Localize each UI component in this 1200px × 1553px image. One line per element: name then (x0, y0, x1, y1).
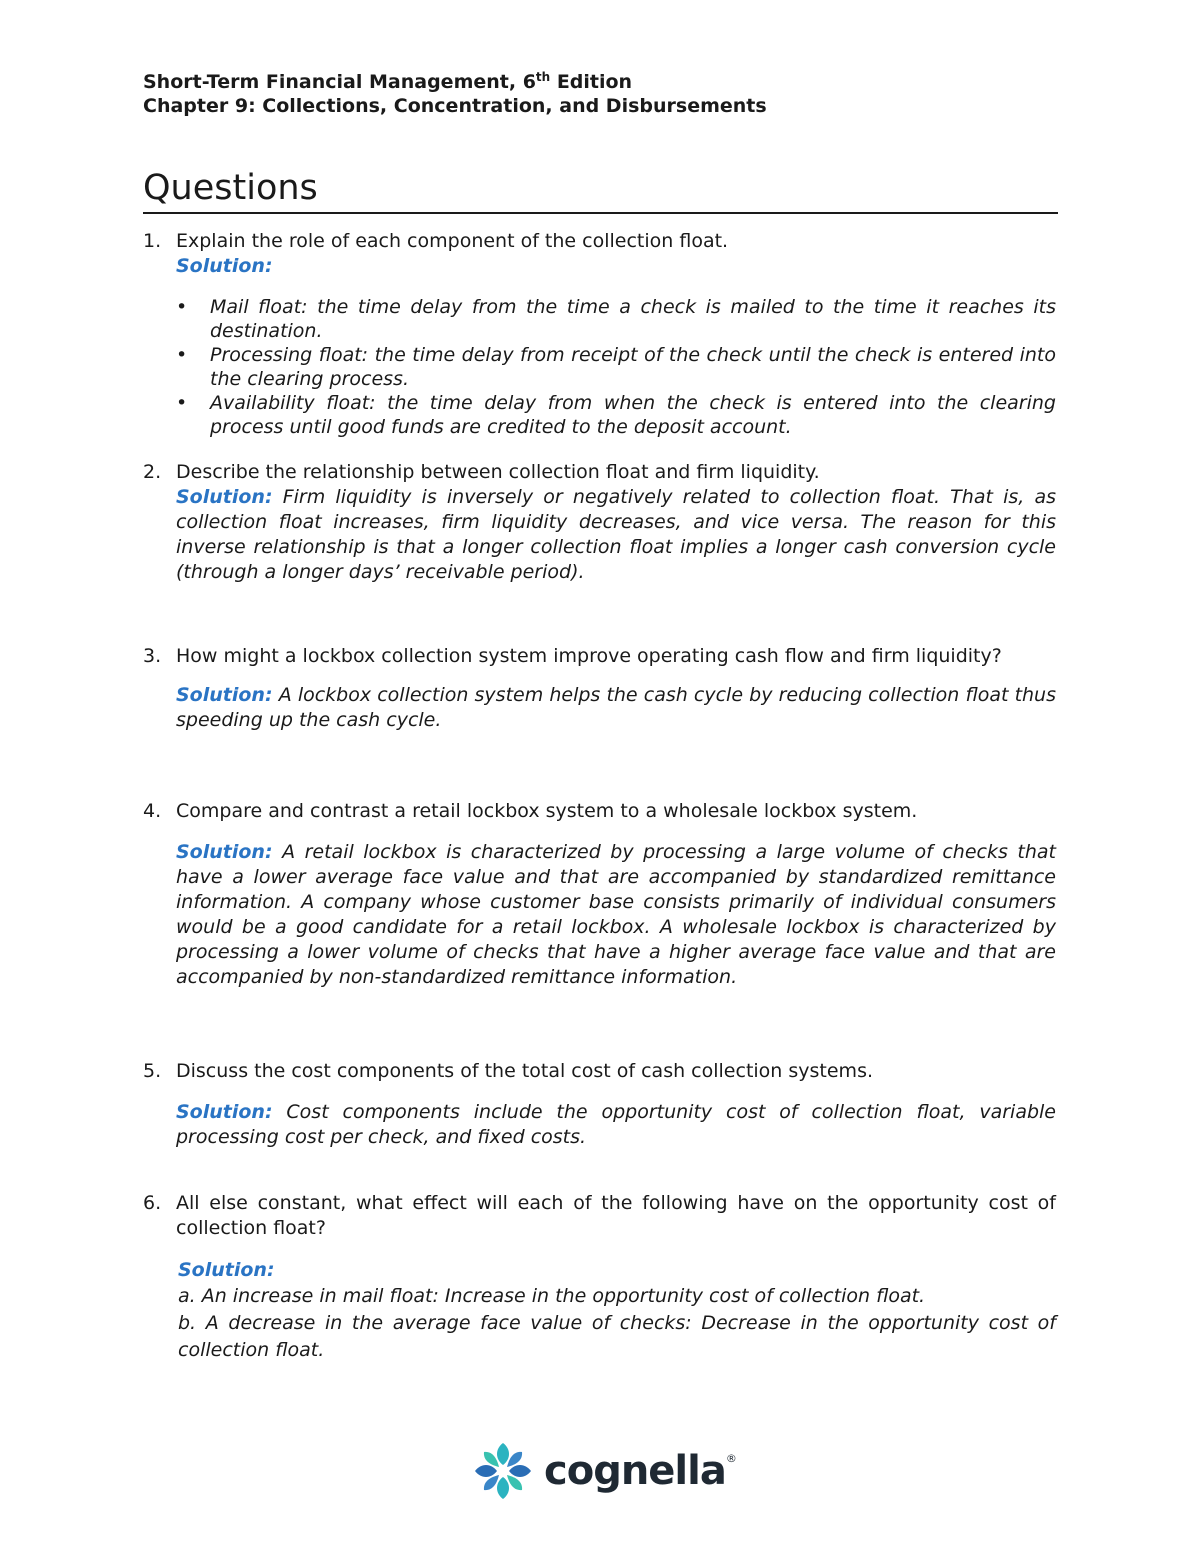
question-4 (143, 799, 1056, 990)
question-number: 2. (143, 461, 162, 483)
bullet-icon: • (176, 344, 188, 366)
solution-text: A retail lockbox is characterized by processing a large volume of checks that have a lower average face value and that are accompanied by standardized remittance information. A company whose customer base consists primarily of individual consumers would be a good candidate for a retail lockbox. A wholesale lockbox is characterized by processing a lower volume of checks that have a higher average face value and that are accompanied by non-standardized remittance information. (176, 841, 1056, 988)
solution (176, 1100, 1056, 1150)
question-text: Describe the relationship between collection float and firm liquidity. (176, 461, 820, 483)
solution-text: A lockbox collection system helps the cash cycle by reducing collection float thus speeding up the cash cycle. (176, 684, 1056, 731)
solution-line: a. An increase in mail float: Increase in the opportunity cost of collection float. (178, 1285, 926, 1307)
bullet-item: • Availability float: the time delay from when the check is entered into the clearing process until good funds are credited to the deposit account. (176, 392, 1056, 438)
question-6 (143, 1191, 1056, 1364)
solution-line: b. A decrease in the average face value of checks: Decrease in the opportunity cost of collection float. (178, 1312, 1056, 1361)
solution-label: Solution: (176, 841, 273, 863)
question-number: 5. (143, 1060, 162, 1082)
bullet-icon: • (176, 296, 188, 318)
header-chapter-title: Chapter 9: Collections, Concentration, and Disbursements (143, 95, 767, 117)
question-number: 3. (143, 645, 162, 667)
solution-label: Solution: (176, 1101, 273, 1123)
solution (176, 840, 1056, 990)
question-text: Discuss the cost components of the total cost of cash collection systems. (176, 1060, 874, 1082)
bullet-item: • Processing float: the time delay from receipt of the check until the check is entered into the clearing process. (176, 344, 1056, 390)
question-number: 6. (143, 1192, 162, 1214)
question-text: Compare and contrast a retail lockbox system to a wholesale lockbox system. (176, 800, 918, 822)
question-number: 4. (143, 800, 162, 822)
page-header (143, 70, 767, 118)
question-5 (143, 1059, 1056, 1150)
solution-text: Cost components include the opportunity cost of collection float, variable processing cost per check, and fixed costs. (176, 1101, 1056, 1148)
question-3 (143, 644, 1056, 733)
solution-label: Solution: (176, 255, 273, 277)
question-text: Explain the role of each component of the collection float. (176, 230, 729, 252)
solution-label: Solution: (176, 684, 273, 706)
solution-label: Solution: (176, 486, 273, 508)
question-2 (143, 460, 1056, 585)
section-title: Questions (143, 168, 318, 208)
question-1 (143, 229, 1056, 439)
question-text: How might a lockbox collection system improve operating cash flow and firm liquidity? (176, 645, 1002, 667)
header-book-title: Short-Term Financial Management, 6th Edition (143, 70, 633, 93)
question-text: All else constant, what effect will each of the following have on the opportunity cost of collection float? (176, 1192, 1056, 1239)
cognella-wordmark: cognella® (544, 1448, 736, 1494)
bullet-item: • Mail float: the time delay from the time a check is mailed to the time it reaches its destination. (176, 296, 1056, 342)
solution-text: Firm liquidity is inversely or negatively related to collection float. That is, as collection float increases, firm liquidity decreases, and vice versa. The reason for this inverse relationship is that a longer collection float implies a longer cash conversion cycle (through a longer days’ receivable period). (176, 486, 1056, 583)
solution-label: Solution: (178, 1259, 275, 1281)
cognella-logo (470, 1440, 736, 1502)
cognella-mark-icon (470, 1440, 536, 1502)
question-number: 1. (143, 230, 162, 252)
title-rule (143, 212, 1058, 214)
solution (176, 485, 1056, 585)
bullet-icon: • (176, 392, 188, 414)
solution (176, 683, 1056, 733)
